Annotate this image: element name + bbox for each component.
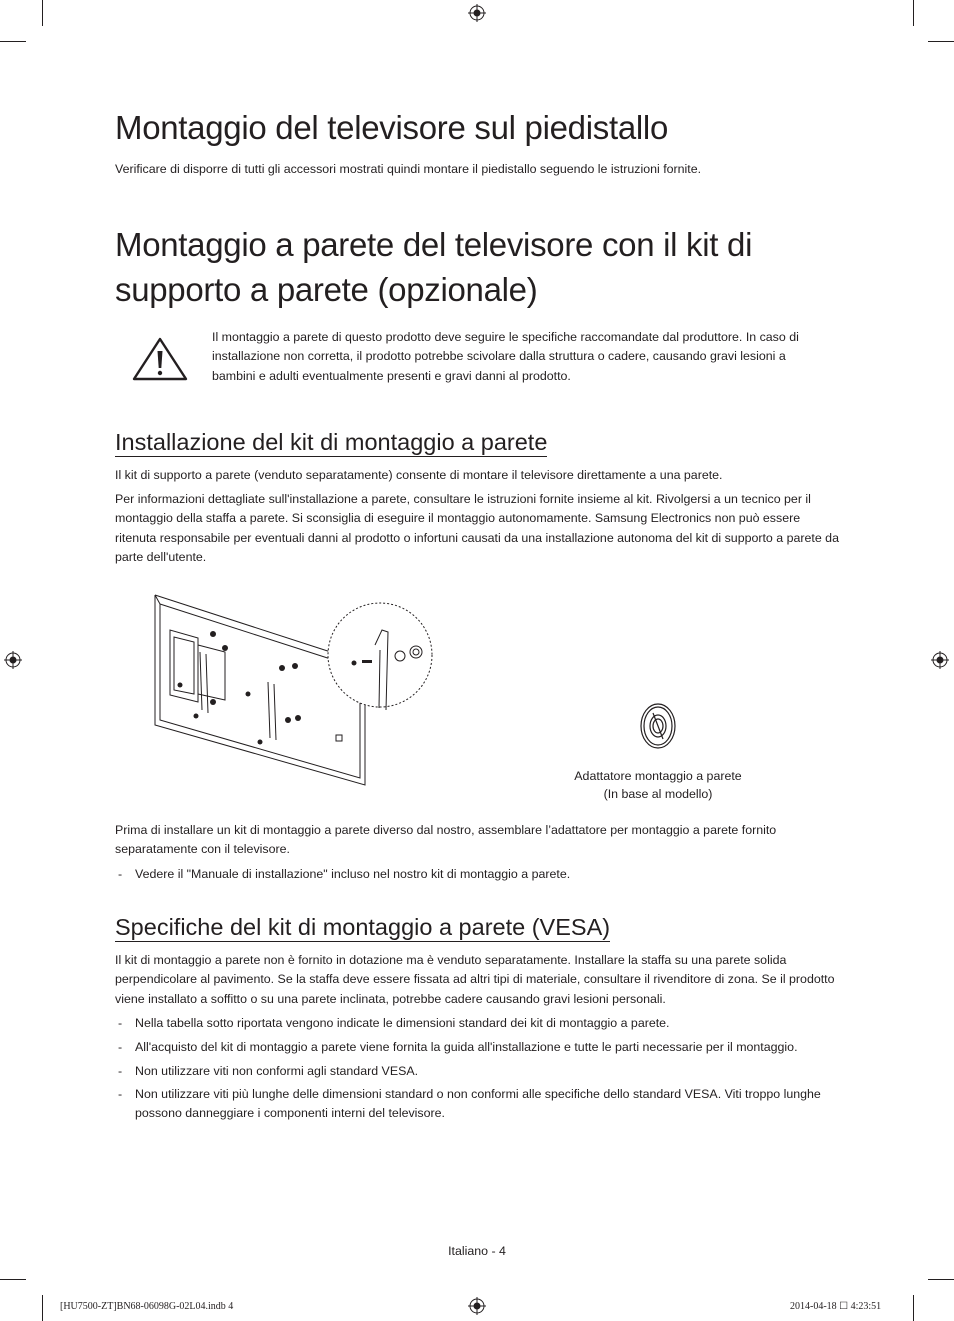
- section-title-installation: Installazione del kit di montaggio a parete: [115, 428, 547, 457]
- vesa-para1: Il kit di montaggio a parete non è fornito in dotazione ma è venduto separatamente. Installare la staffa su una parete solida perpendicolare al pavimento. Se la staffa deve essere fissata ad altri tipi di materiale, consultare il rivenditore di zona. Se il prodotto viene installato a soffitto o su una parete inclinata, potrebbe cadere causando gravi lesioni personali.: [115, 953, 835, 1006]
- adapter-caption-line2: (In base al modello): [603, 786, 713, 801]
- crop-mark: [928, 1279, 954, 1280]
- crop-mark: [928, 41, 954, 42]
- crop-mark: [913, 1295, 914, 1321]
- warning-triangle-icon: [131, 336, 189, 382]
- wall-mount-illustration: [150, 590, 450, 790]
- crop-mark: [42, 1295, 43, 1321]
- stand-instructions-text: Verificare di disporre di tutti gli accessori mostrati quindi montare il piedistallo seguendo le istruzioni fornite.: [115, 162, 702, 176]
- adapter-caption: [558, 768, 758, 803]
- list-item: - Non utilizzare viti non conformi agli standard VESA.: [118, 1064, 419, 1078]
- crop-mark: [0, 1279, 26, 1280]
- wall-mount-adapter-icon: [636, 700, 680, 752]
- page-number: Italiano - 4: [448, 1244, 506, 1258]
- bullet-dash: -: [118, 867, 123, 881]
- installation-para3: Prima di installare un kit di montaggio a parete diverso dal nostro, assemblare l’adattatore per montaggio a parete fornito separatamente con il televisore.: [115, 823, 777, 857]
- print-timestamp: 2014-04-18 ☐ 4:23:51: [790, 1301, 882, 1312]
- warning-text: Il montaggio a parete di questo prodotto deve seguire le specifiche raccomandate dal produttore. In caso di installazione non corretta, il prodotto potrebbe scivolare dalla struttura o cadere, causando gravi lesioni a bambini e adulti eventualmente presenti e gravi danni al prodotto.: [212, 330, 799, 383]
- registration-mark-icon: [468, 1297, 486, 1315]
- list-item: - Non utilizzare viti più lunghe delle dimensioni standard o non conformi alle specifiche dello standard VESA. Viti troppo lunghe possono danneggiare i componenti interni del televisore.: [118, 1087, 821, 1121]
- adapter-caption-line1: Adattatore montaggio a parete: [574, 769, 742, 783]
- section-title-stand: Montaggio del televisore sul piedistallo: [115, 109, 668, 146]
- crop-mark: [913, 0, 914, 26]
- list-item: - Vedere il "Manuale di installazione" incluso nel nostro kit di montaggio a parete.: [115, 865, 841, 884]
- section-title-wall-mount-line1: Montaggio a parete del televisore con il kit di: [115, 226, 753, 263]
- file-info: [HU7500-ZT]BN68-06098G-02L04.indb 4: [60, 1301, 234, 1312]
- list-item: - Nella tabella sotto riportata vengono indicate le dimensioni standard dei kit di montaggio a parete.: [118, 1016, 670, 1030]
- installation-para2: Per informazioni dettagliate sull'installazione a parete, consultare le istruzioni fornite insieme al kit. Rivolgersi a un tecnico per il montaggio della staffa a parete. Si sconsiglia di eseguire il montaggio autonomamente. Samsung Electronics non può essere ritenuta responsabile per eventuali danni al prodotto o infortuni causati da una installazione autonoma del kit di supporto a parete da parte dell'utente.: [115, 492, 839, 565]
- crop-mark: [42, 0, 43, 26]
- section-title-wall-mount-line2: supporto a parete (opzionale): [115, 271, 538, 308]
- crop-mark: [0, 41, 26, 42]
- section-title-vesa: Specifiche del kit di montaggio a parete (VESA): [115, 913, 610, 942]
- registration-mark-icon: [4, 651, 22, 669]
- list-item: - All'acquisto del kit di montaggio a parete viene fornita la guida all'installazione e tutte le parti necessarie per il montaggio.: [118, 1040, 798, 1054]
- registration-mark-icon: [468, 4, 486, 22]
- registration-mark-icon: [931, 651, 949, 669]
- installation-para1: Il kit di supporto a parete (venduto separatamente) consente di montare il televisore direttamente a una parete.: [115, 468, 723, 482]
